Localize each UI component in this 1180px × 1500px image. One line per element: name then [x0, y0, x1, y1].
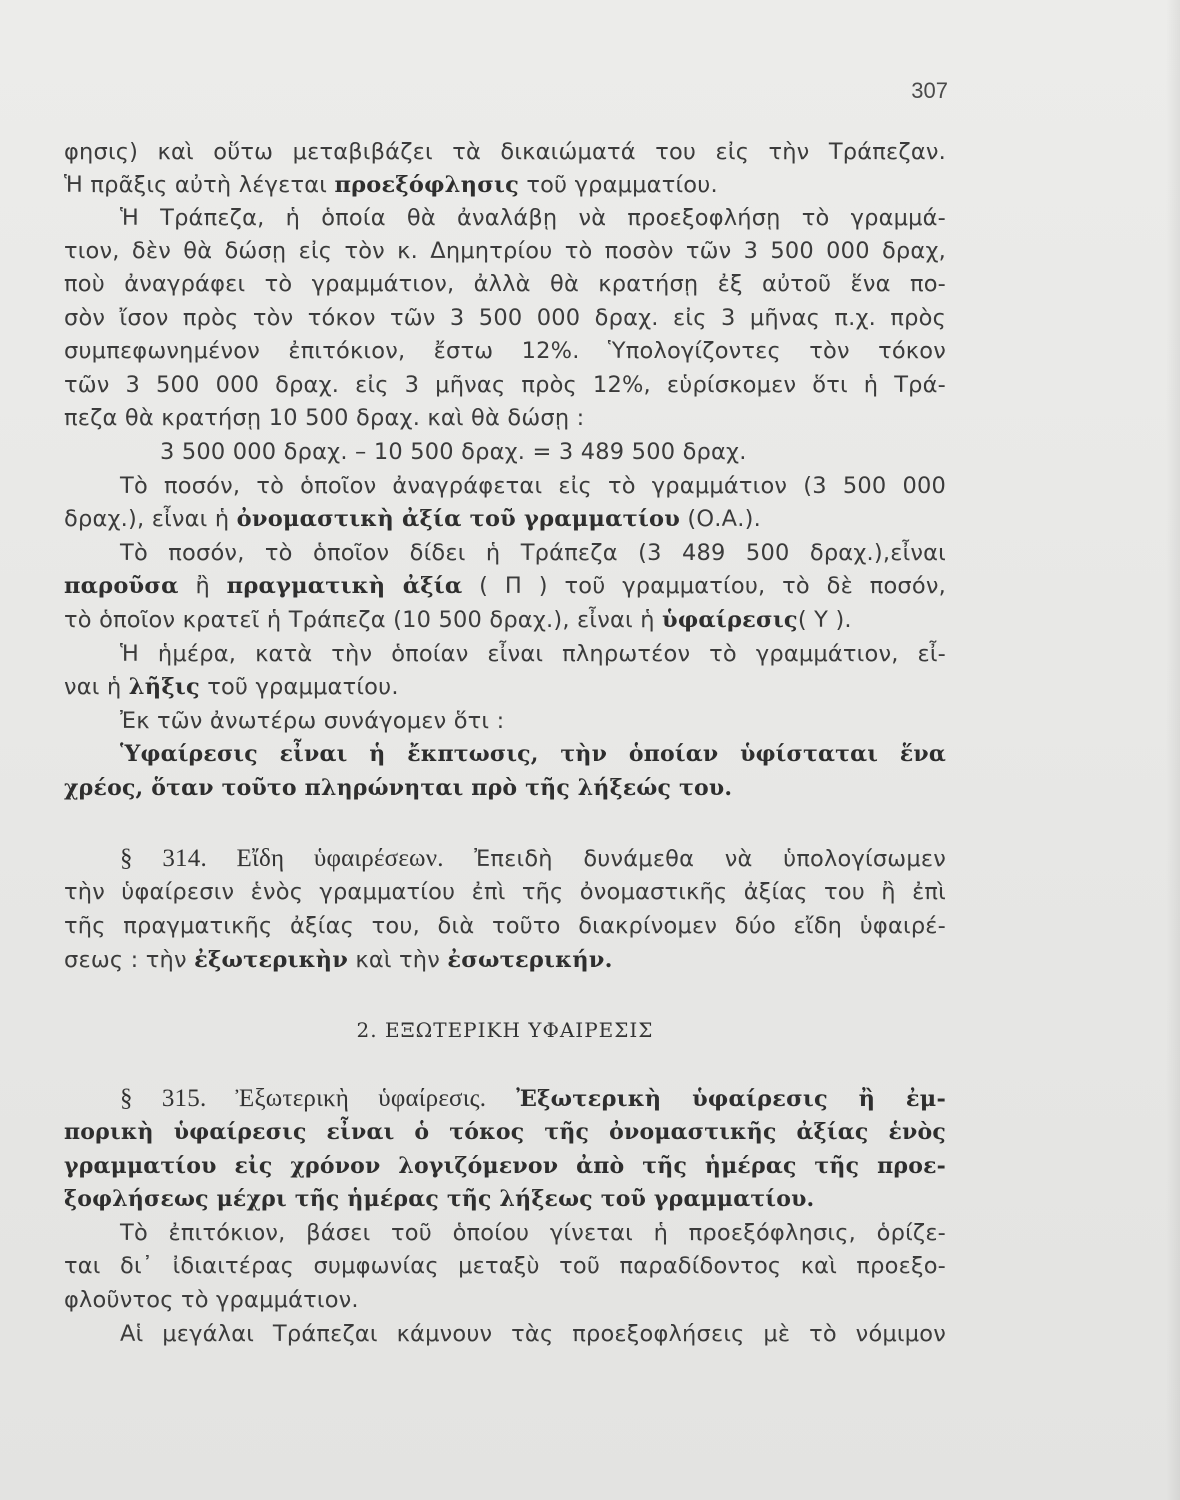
text-fragment: (Ο.Α.).	[687, 506, 761, 532]
bold-term: ἐξωτερικὴν	[194, 947, 349, 973]
text-line-17	[64, 671, 946, 703]
text-line-8: τῶν 3 500 000 δραχ. εἰς 3 μῆνας πρὸς 12%, εὑρίσκομεν ὅτι ἡ Τρά-	[64, 372, 946, 398]
bold-term: πραγματικὴ ἀξία	[226, 573, 463, 599]
bold-term: λῆξις	[128, 674, 200, 700]
text-line-11: Τὸ ποσόν, τὸ ὁποῖον ἀναγράφεται εἰς τὸ γραμμάτιον (3 500 000	[120, 473, 946, 499]
text-line-13: Τὸ ποσόν, τὸ ὁποῖον δίδει ἡ Τράπεζα (3 489 500 δραχ.),εἶναι	[120, 540, 946, 566]
bold-term: Ἐξωτερικὴ ὑφαίρεσις ἢ ἐμ-	[516, 1086, 946, 1112]
definition-line-2: χρέος, ὅταν τοῦτο πληρώνηται πρὸ τῆς λήξεώς του.	[64, 775, 733, 801]
text-line-12	[64, 503, 946, 535]
bold-term: ὀνομαστικὴ ἀξία τοῦ γραμματίου	[236, 506, 681, 532]
text-line-27: ξοφλήσεως μέχρι τῆς ἡμέρας τῆς λήξεως τοῦ γραμματίου.	[64, 1186, 815, 1212]
text-line-7: συμπεφωνημένον ἐπιτόκιον, ἔστω 12%. Ὑπολογίζοντες τὸν τόκον	[64, 338, 946, 364]
text-line-25: πορικὴ ὑφαίρεσις εἶναι ὁ τόκος τῆς ὀνομαστικῆς ἀξίας ἑνὸς	[64, 1119, 946, 1145]
definition-line-1: Ὑφαίρεσις εἶναι ἡ ἔκπτωσις, τὴν ὁποίαν ὑφίσταται ἕνα	[120, 741, 946, 767]
text-line-16: Ἡ ἡμέρα, κατὰ τὴν ὁποίαν εἶναι πληρωτέον τὸ γραμμάτιον, εἶ-	[120, 641, 946, 667]
text-line-31: Αἱ μεγάλαι Τράπεζαι κάμνουν τὰς προεξοφλήσεις μὲ τὸ νόμιμον	[120, 1321, 946, 1347]
text-fragment: ναι ἡ	[64, 674, 122, 700]
text-fragment: τοῦ γραμματίου.	[207, 674, 399, 700]
text-line-14	[64, 570, 946, 602]
text-fragment: δραχ.), εἶναι ἡ	[64, 506, 230, 532]
text-line-30: φλοῦντος τὸ γραμμάτιον.	[64, 1287, 359, 1313]
text-fragment: ( Π ) τοῦ γραμματίου, τὸ δὲ ποσόν,	[479, 573, 946, 599]
text-line-21: τῆς πραγματικῆς ἀξίας του, διὰ τοῦτο διακρίνομεν δύο εἴδη ὑφαιρέ-	[64, 913, 946, 939]
section-315-heading: § 315. Ἐξωτερικὴ ὑφαίρεσις.	[120, 1085, 487, 1112]
text-fragment: ἢ	[195, 573, 210, 599]
equation-line: 3 500 000 δραχ. – 10 500 δραχ. = 3 489 500 δραχ.	[160, 439, 747, 465]
bold-term: προεξόφλησις	[334, 172, 519, 198]
text-line-15	[64, 604, 946, 636]
bold-term: ὑφαίρεσις	[662, 607, 798, 633]
text-fragment: τοῦ γραμματίου.	[526, 172, 718, 198]
text-line-6: σὸν ἴσον πρὸς τὸν τόκον τῶν 3 500 000 δραχ. εἰς 3 μῆνας π.χ. πρὸς	[64, 305, 946, 331]
text-line-4: τιον, δὲν θὰ δώσῃ εἰς τὸν κ. Δημητρίου τὸ ποσὸν τῶν 3 500 000 δραχ,	[64, 238, 946, 264]
subsection-heading: 2. ΕΞΩΤΕΡΙΚΗ ΥΦΑΙΡΕΣΙΣ	[356, 1018, 654, 1042]
text-line-18: Ἐκ τῶν ἀνωτέρω συνάγομεν ὅτι :	[120, 708, 505, 734]
section-314-line	[64, 843, 946, 875]
text-line-29: ται δι᾽ ἰδιαιτέρας συμφωνίας μεταξὺ τοῦ παραδίδοντος καὶ προεξο-	[64, 1253, 946, 1279]
text-line-2	[64, 169, 946, 201]
text-fragment: σεως : τὴν	[64, 947, 187, 973]
text-fragment: καὶ τὴν	[355, 947, 441, 973]
text-fragment: τὸ ὁποῖον κρατεῖ ἡ Τράπεζα (10 500 δραχ.), εἶναι ἡ	[64, 607, 655, 633]
text-line-3: Ἡ Τράπεζα, ἡ ὁποία θὰ ἀναλάβῃ νὰ προεξοφλήσῃ τὸ γραμμά-	[120, 205, 946, 231]
text-line-9: πεζα θὰ κρατήσῃ 10 500 δραχ. καὶ θὰ δώσῃ :	[64, 405, 585, 431]
text-line-26: γραμματίου εἰς χρόνον λογιζόμενον ἀπὸ τῆς ἡμέρας τῆς προε-	[64, 1153, 946, 1179]
text-fragment: ( Υ ).	[797, 607, 852, 633]
page-edge-shadow	[1166, 0, 1180, 1500]
page-number: 307	[911, 78, 948, 103]
text-line-20: τὴν ὑφαίρεσιν ἑνὸς γραμματίου ἐπὶ τῆς ὀνομαστικῆς ἀξίας του ἢ ἐπὶ	[64, 879, 946, 905]
bold-term: ἐσωτερικήν.	[447, 947, 613, 973]
section-315-line	[64, 1083, 946, 1115]
text-line-28: Τὸ ἐπιτόκιον, βάσει τοῦ ὁποίου γίνεται ἡ προεξόφλησις, ὁρίζε-	[120, 1220, 946, 1246]
text-line-22	[64, 944, 946, 976]
text-line-1: φησις) καὶ οὕτω μεταβιβάζει τὰ δικαιώματά του εἰς τὴν Τράπεζαν.	[64, 139, 946, 165]
text-fragment: Ἡ πρᾶξις αὐτὴ λέγεται	[64, 172, 328, 198]
text-line-5: ποὺ ἀναγράφει τὸ γραμμάτιον, ἀλλὰ θὰ κρατήσῃ ἐξ αὐτοῦ ἕνα πο-	[64, 271, 946, 297]
bold-term: παροῦσα	[64, 573, 179, 599]
text-fragment: Ἐπειδὴ δυνάμεθα νὰ ὑπολογίσωμεν	[474, 846, 946, 872]
section-314-heading: § 314. Εἴδη ὑφαιρέσεων.	[120, 845, 444, 872]
